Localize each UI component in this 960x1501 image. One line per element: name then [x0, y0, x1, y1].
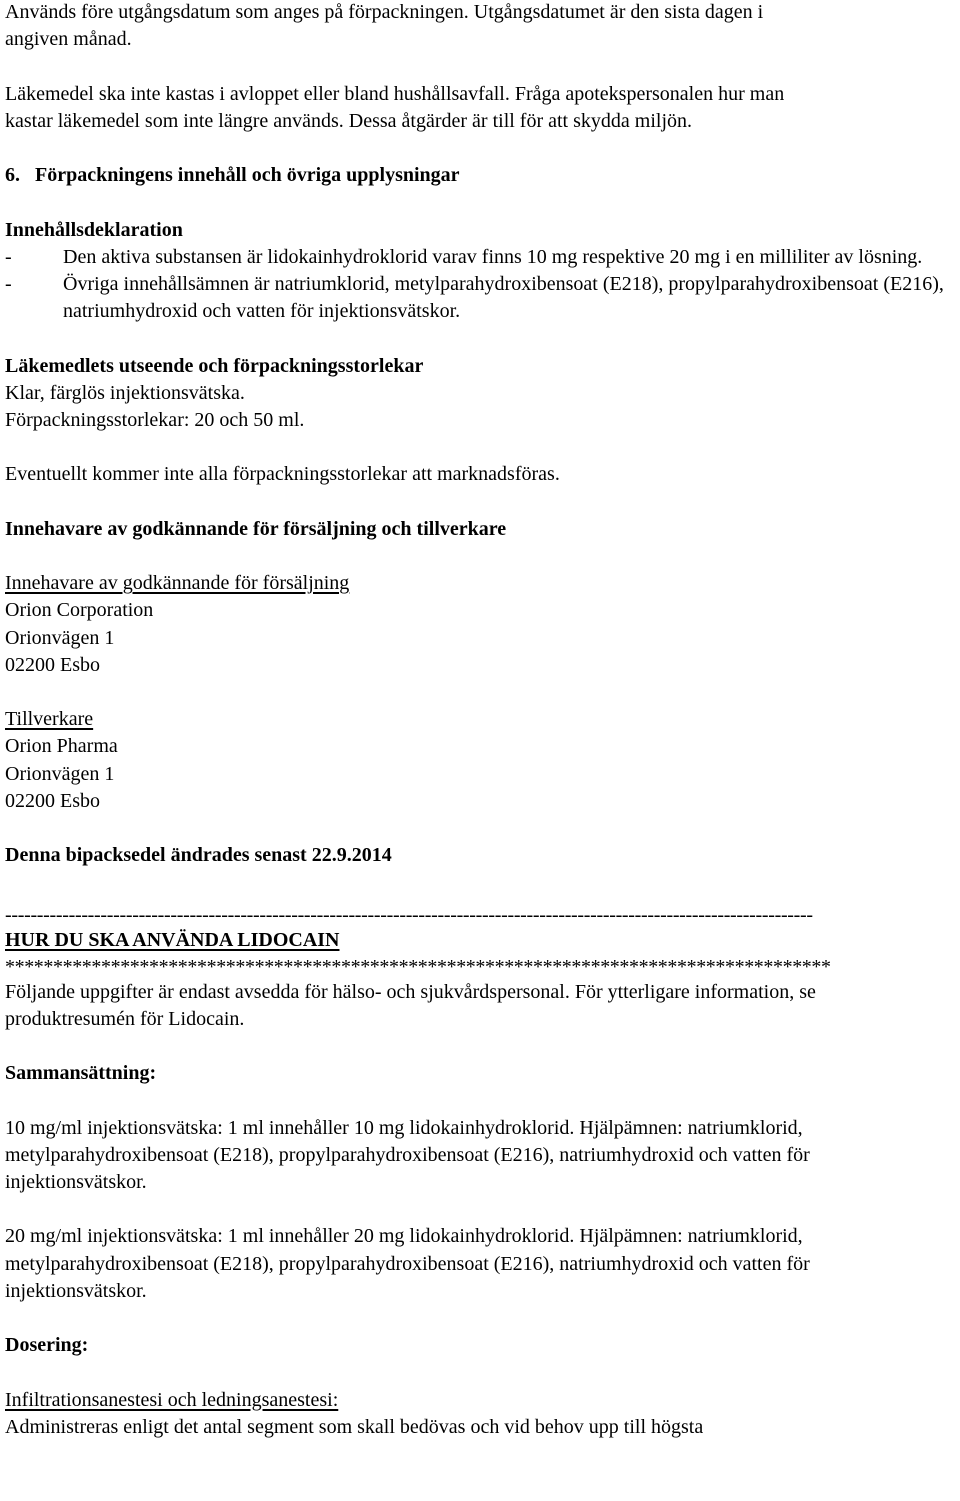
separator-dashes: ------------------------------------------------------------------------------------------------------------------------------- — [5, 904, 813, 925]
separator-stars: ************************************************************************************** — [5, 955, 831, 978]
section-6-title: 6. Förpackningens innehåll och övriga upplysningar — [5, 164, 460, 187]
infiltration-heading: Infiltrationsanestesi och ledningsanestesi: — [5, 1388, 339, 1411]
mah-label: Innehavare av godkännande för försäljning — [5, 572, 350, 595]
manufacturer-street: Orionvägen 1 — [5, 762, 115, 785]
appearance-text: Klar, färglös injektionsvätska. — [5, 381, 245, 404]
declaration-heading: Innehållsdeklaration — [5, 218, 183, 241]
mah-city: 02200 Esbo — [5, 653, 100, 676]
manufacturer-name: Orion Pharma — [5, 735, 118, 758]
marketing-note: Eventuellt kommer inte alla förpackningsstorlekar att marknadsföras. — [5, 463, 560, 486]
bullet-dash: - — [5, 245, 12, 268]
disposal-text-line-1: Läkemedel ska inte kastas i avloppet eller bland hushållsavfall. Fråga apotekspersonalen hur man — [5, 82, 785, 105]
holder-heading: Innehavare av godkännande för försäljning och tillverkare — [5, 517, 507, 540]
professional-title: HUR DU SKA ANVÄNDA LIDOCAIN — [5, 928, 340, 951]
expiry-text-line-1: Används före utgångsdatum som anges på förpackningen. Utgångsdatumet är den sista dagen i — [5, 1, 764, 23]
ingredient-bullet-excipients — [5, 271, 960, 325]
bullet-text: Övriga innehållsämnen är natriumklorid, metylparahydroxibensoat (E218), propylparahydroxibensoat (E216), natriumhydroxid och vatten för injektionsvätskor. — [63, 272, 944, 323]
bullet-dash: - — [5, 272, 12, 295]
pack-sizes-text: Förpackningsstorlekar: 20 och 50 ml. — [5, 408, 305, 431]
bullet-text: Den aktiva substansen är lidokainhydroklorid varav finns 10 mg respektive 20 mg i en milliliter av lösning. — [63, 245, 923, 268]
ingredient-bullet-active — [5, 244, 960, 271]
appearance-heading: Läkemedlets utseende och förpackningsstorlekar — [5, 354, 424, 377]
professional-intro-line-2: produktresumén för Lidocain. — [5, 1007, 245, 1030]
mah-street: Orionvägen 1 — [5, 626, 115, 649]
disposal-text-line-2: kastar läkemedel som inte längre används. Dessa åtgärder är till för att skydda miljön. — [5, 109, 693, 132]
infiltration-text: Administreras enligt det antal segment som skall bedövas och vid behov upp till högsta — [5, 1415, 704, 1438]
manufacturer-city: 02200 Esbo — [5, 789, 100, 812]
leaflet-page — [5, 0, 960, 1441]
composition-20mg: 20 mg/ml injektionsvätska: 1 ml innehåller 20 mg lidokainhydroklorid. Hjälpämnen: natriumklorid, metylparahydroxibensoat (E218), propylparahydroxibensoat (E216), natriumhydroxid och vatten för injektionsvätskor. — [5, 1225, 810, 1302]
dosage-heading: Dosering: — [5, 1334, 89, 1357]
composition-10mg: 10 mg/ml injektionsvätska: 1 ml innehåller 10 mg lidokainhydroklorid. Hjälpämnen: natriumklorid, metylparahydroxibensoat (E218), propylparahydroxibensoat (E216), natriumhydroxid och vatten för injektionsvätskor. — [5, 1116, 810, 1193]
mah-name: Orion Corporation — [5, 599, 154, 622]
composition-heading: Sammansättning: — [5, 1062, 157, 1085]
manufacturer-label: Tillverkare — [5, 708, 94, 731]
revision-date: Denna bipacksedel ändrades senast 22.9.2014 — [5, 844, 392, 867]
expiry-text-line-2: angiven månad. — [5, 28, 132, 51]
professional-intro-line-1: Följande uppgifter är endast avsedda för hälso- och sjukvårdspersonal. För ytterligare information, se — [5, 980, 816, 1003]
